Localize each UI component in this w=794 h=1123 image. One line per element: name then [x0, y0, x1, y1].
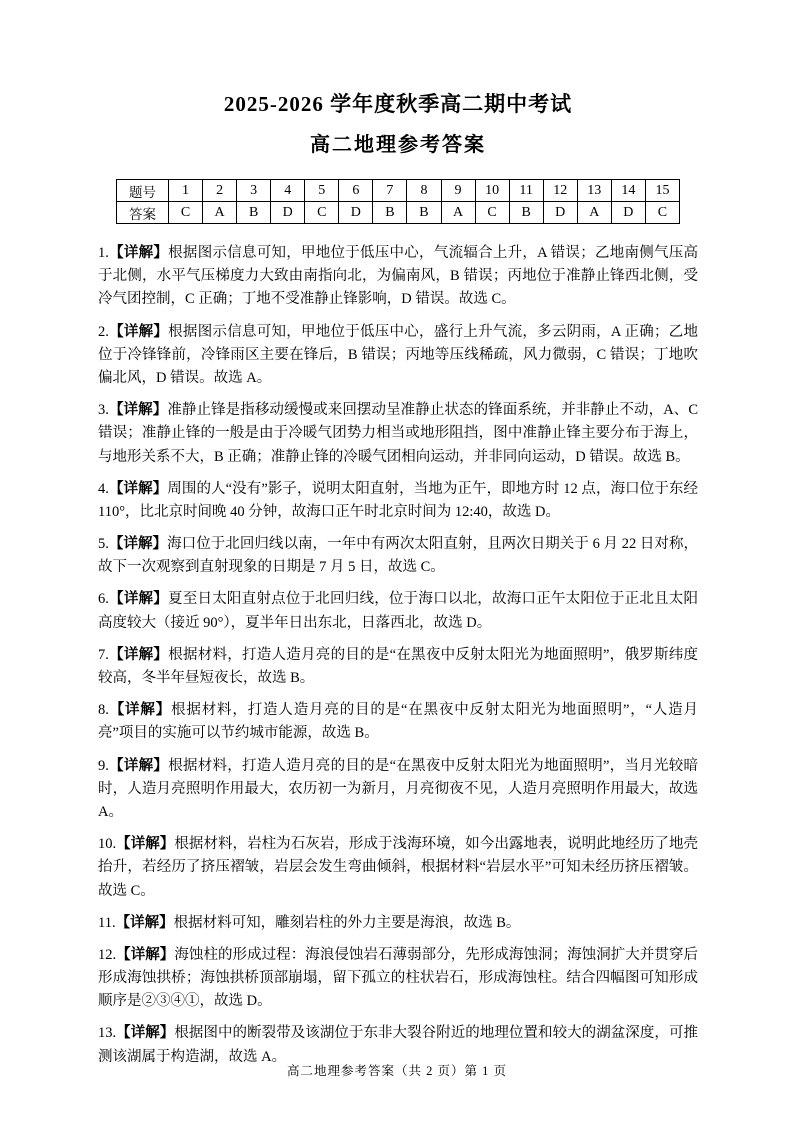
question-number-cell: 14: [611, 180, 645, 202]
explanation-text: 根据材料，打造人造月亮的目的是“在黑夜中反射太阳光为地面照明”，“人造月亮”项目的实施可以节约城市能源，故选 B。: [98, 702, 698, 742]
explanation-text: 根据图示信息可知，甲地位于低压中心，盛行上升气流，多云阴雨，A 正确；乙地位于冷锋锋前，冷锋雨区主要在锋后，B 错误；丙地等压线稀疏，风力微弱，C 错误；丁地吹偏北风，D 错误。故选 A。: [98, 323, 699, 386]
explanation-text: 根据材料，打造人造月亮的目的是“在黑夜中反射太阳光为地面照明”，当月光较暗时，人造月亮照明作用最大，农历初一为新月，月亮彻夜不见，人造月亮照明作用最大，故选 A。: [98, 757, 698, 820]
explanation-number: 8.: [98, 702, 109, 719]
question-number-cell: 15: [645, 180, 679, 202]
page-footer: 高二地理参考答案（共 2 页）第 1 页: [286, 1064, 507, 1078]
explanation-text: 根据材料可知，雕刻岩柱的外力主要是海浪，故选 B。: [173, 914, 521, 931]
explanation-tag: 【详解】: [116, 946, 175, 963]
explanation-tag: 【详解】: [108, 646, 169, 663]
explanations-list: [98, 242, 698, 1069]
question-number-cell: 10: [475, 180, 509, 202]
question-number-cell: 6: [339, 180, 373, 202]
explanation-tag: 【详解】: [108, 245, 169, 261]
answer-cell: D: [611, 202, 645, 224]
explanation-text: 准静止锋是指移动缓慢或来回摆动呈准静止状态的锋面系统，并非静止不动，A、C 错误；准静止锋的一般是由于冷暖气团势力相当或地形阻挡，图中准静止锋主要分布于海上，与地形关系不大，B 正确；准静止锋的冷暖气团相向运动，并非同向运动，D 错误。故选 B。: [98, 402, 699, 465]
explanation-number: 3.: [98, 402, 109, 419]
explanation-item: [98, 699, 698, 745]
explanation-number: 9.: [98, 757, 109, 774]
explanation-item: [98, 478, 698, 524]
question-number-cell: 13: [577, 180, 611, 202]
explanation-text: 夏至日太阳直射点位于北回归线，位于海口以北，故海口正午太阳位于正北且太阳高度较大（接近 90°），夏半年日出东北，日落西北，故选 D。: [98, 591, 698, 631]
question-number-cell: 11: [509, 180, 543, 202]
explanation-tag: 【详解】: [108, 591, 169, 608]
explanation-text: 根据图中的断裂带及该湖位于东非大裂谷附近的地理位置和较大的湖盆深度，可推测该湖属于构造湖，故选 A。: [98, 1025, 698, 1065]
explanation-tag: 【详解】: [108, 323, 169, 340]
explanation-number: 1.: [98, 245, 109, 261]
explanation-number: 7.: [98, 646, 109, 663]
question-number-cell: 9: [441, 180, 475, 202]
question-number-row-label: 题号: [117, 180, 169, 202]
explanation-number: 13.: [98, 1025, 117, 1042]
question-number-cell: 7: [373, 180, 407, 202]
answer-cell: C: [305, 202, 339, 224]
explanation-item: [98, 944, 698, 1014]
explanation-tag: 【详解】: [108, 480, 168, 497]
question-number-cell: 8: [407, 180, 441, 202]
exam-subtitle: 高二地理参考答案: [310, 134, 486, 156]
answer-cell: B: [237, 202, 271, 224]
question-number-cell: 12: [543, 180, 577, 202]
question-number-cell: 2: [203, 180, 237, 202]
explanation-text: 海蚀柱的形成过程：海浪侵蚀岩石薄弱部分，先形成海蚀洞；海蚀洞扩大并贯穿后形成海蚀拱桥；海蚀拱桥顶部崩塌，留下孤立的柱状岩石，形成海蚀柱。结合四幅图可知形成顺序是②③④①，故选 D。: [98, 946, 698, 1010]
explanation-item: [98, 644, 698, 690]
explanation-item: [98, 242, 698, 312]
explanation-item: [98, 833, 698, 903]
explanation-tag: 【详解】: [108, 757, 169, 774]
question-number-cell: 4: [271, 180, 305, 202]
explanation-number: 4.: [98, 480, 109, 497]
answer-cell: D: [339, 202, 373, 224]
explanation-text: 根据材料，打造人造月亮的目的是“在黑夜中反射太阳光为地面照明”，俄罗斯纬度较高，冬半年昼短夜长，故选 B。: [98, 646, 698, 686]
exam-title: 2025-2026 学年度秋季高二期中考试: [223, 92, 573, 116]
explanation-number: 6.: [98, 591, 109, 608]
explanation-number: 11.: [98, 914, 116, 931]
explanation-number: 2.: [98, 323, 109, 340]
explanation-tag: 【详解】: [108, 536, 168, 553]
explanation-text: 根据材料，岩柱为石灰岩，形成于浅海环境，如今出露地表，说明此地经历了地壳抬升，若经历了挤压褶皱，岩层会发生弯曲倾斜，根据材料“岩层水平”可知未经历挤压褶皱。故选 C。: [98, 836, 698, 899]
explanation-tag: 【详解】: [115, 914, 174, 931]
question-number-cell: 1: [169, 180, 203, 202]
question-number-row: [117, 180, 680, 202]
explanation-item: [98, 588, 698, 634]
question-number-cell: 3: [237, 180, 271, 202]
explanation-item: [98, 912, 698, 935]
explanation-text: 根据图示信息可知，甲地位于低压中心，气流辐合上升，A 错误；乙地南侧气压高于北侧，水平气压梯度力大致由南指向北，为偏南风，B 错误；丙地位于准静止锋西北侧，受冷气团控制，C 正确；丁地不受准静止锋影响，D 错误。故选 C。: [98, 245, 699, 308]
explanation-tag: 【详解】: [116, 1025, 175, 1042]
answer-row-label: 答案: [117, 202, 169, 224]
answer-table: [116, 179, 680, 224]
answer-cell: A: [577, 202, 611, 224]
answer-cell: B: [509, 202, 543, 224]
explanation-item: [98, 533, 698, 579]
answer-cell: D: [271, 202, 305, 224]
explanation-item: [98, 321, 698, 391]
explanation-tag: 【详解】: [108, 402, 168, 419]
explanation-tag: 【详解】: [116, 836, 175, 853]
explanation-item: [98, 755, 698, 825]
explanation-item: [98, 399, 698, 469]
answer-cell: A: [441, 202, 475, 224]
explanation-number: 12.: [98, 946, 117, 963]
explanation-number: 10.: [98, 836, 117, 853]
answer-cell: C: [475, 202, 509, 224]
explanation-tag: 【详解】: [108, 702, 172, 719]
answer-cell: A: [203, 202, 237, 224]
explanation-text: 周围的人“没有”影子，说明太阳直射，当地为正午，即地方时 12 点，海口位于东经 110°，比北京时间晚 40 分钟，故海口正午时北京时间为 12:40，故选 D。: [98, 480, 698, 520]
question-number-cell: 5: [305, 180, 339, 202]
explanation-number: 5.: [98, 536, 109, 553]
answer-row: [117, 202, 680, 224]
answer-cell: C: [645, 202, 679, 224]
answer-cell: B: [373, 202, 407, 224]
answer-cell: C: [169, 202, 203, 224]
explanation-text: 海口位于北回归线以南，一年中有两次太阳直射，且两次日期关于 6 月 22 日对称，故下一次观察到直射现象的日期是 7 月 5 日，故选 C。: [98, 536, 699, 576]
answer-cell: B: [407, 202, 441, 224]
answer-cell: D: [543, 202, 577, 224]
